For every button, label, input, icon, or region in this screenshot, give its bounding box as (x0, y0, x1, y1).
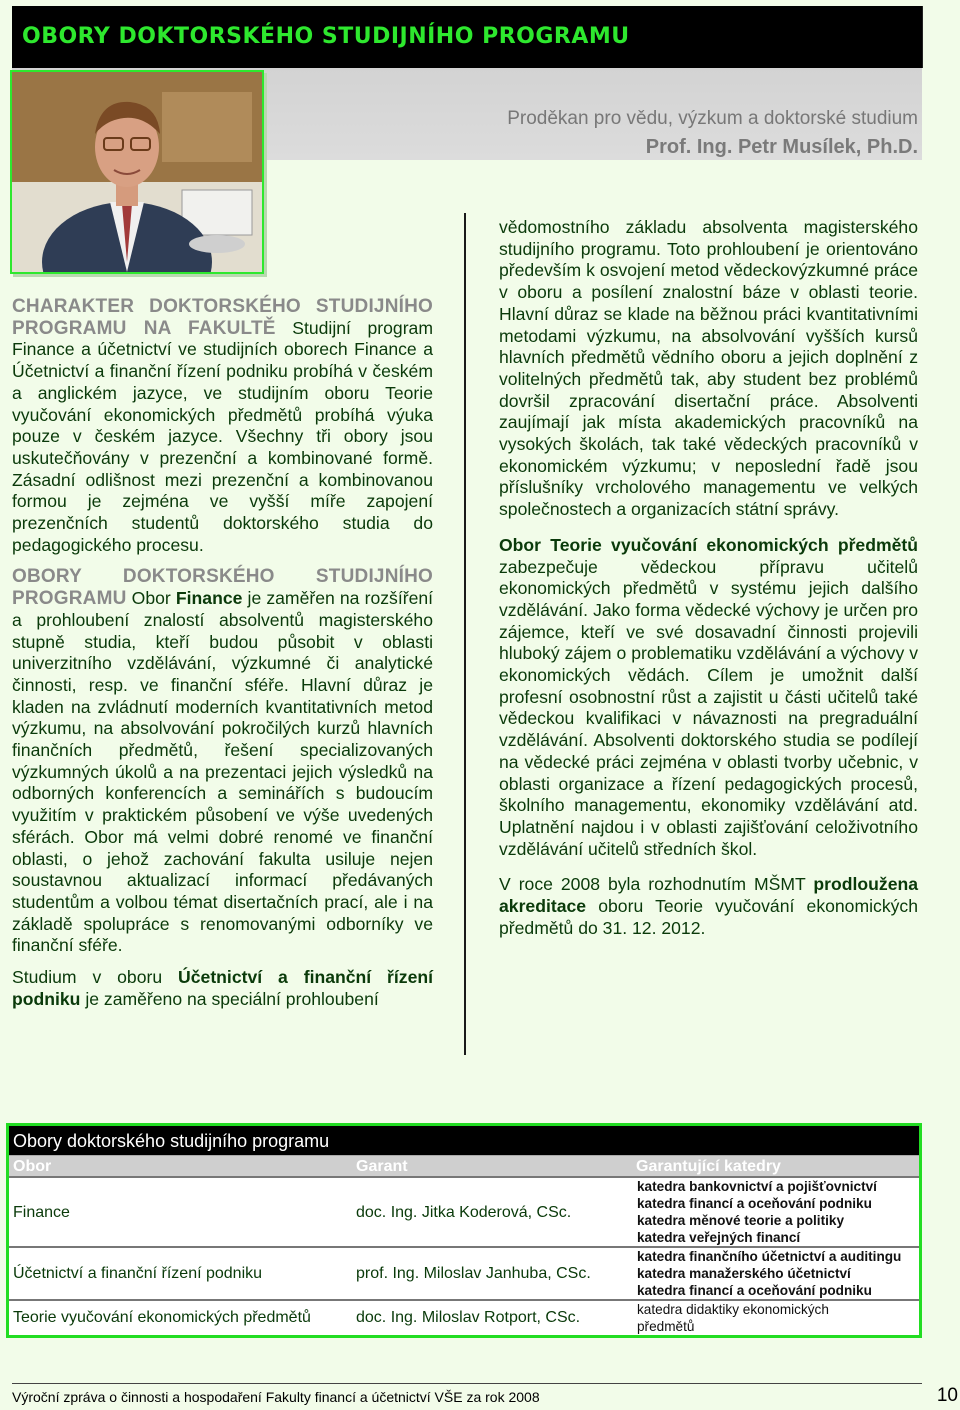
finance-highlight: Finance (175, 588, 243, 609)
katedra-item: katedra bankovnictví a pojišťovnictví (637, 1179, 877, 1194)
header-obor: Obor (13, 1158, 52, 1175)
column-divider (464, 213, 466, 1055)
header-banner (12, 6, 923, 68)
section-obory (12, 566, 433, 957)
right-paragraph-1: vědomostního základu absolventa magisterského studijního programu. Toto prohloubení je orientováno především k osvojení metod vědeckovýzkumné práce v oboru a posílení znalostní báze v oblasti teorie. Hlavní důraz se klade na běžnou práci kvantitativními metodami výzkumu, na absolvování vyšších kursů hlavních předmětů vědního oboru a jejich doplnění z volitelných předmětů tak, aby student bez problémů dovršil zpracování disertační práce. Absolventi zaujímají jak místa akademických pracovníků na vysokých školách, tak také vědeckých pracovníků v ekonomickém výzkumu; v neposlední řadě jsou příslušníky vrcholového managementu ve velkých společnostech a organizacích státní správy. (499, 217, 918, 520)
katedra-item: katedra měnové teorie a politiky (637, 1213, 845, 1228)
heading-character: CHARAKTER DOKTORSKÉHO STUDIJNÍHO PROGRAMU NA FAKULTĚ (12, 296, 433, 339)
page-title: OBORY DOKTORSKÉHO STUDIJNÍHO PROGRAMU (22, 24, 630, 49)
katedra-item: katedra financí a oceňování podniku (637, 1283, 872, 1298)
page-number: 10 (936, 1385, 958, 1406)
katedra-item: katedra manažerského účetnictví (637, 1266, 851, 1281)
table-row (9, 1246, 919, 1299)
section-ucetnictvi (12, 967, 433, 1010)
teorie-paragraph: zabezpečuje vědeckou přípravu učitelů ekonomických předmětů v systému jejich dalšího vzdělávání. Jako forma vědecké výchovy je určen pro zájemce, kteří ve své dosavadní činnosti projevili hluboký zájem o problematiku vzdělávání a výchovy v ekonomických vědách. Cílem je umožnit další profesní osobnostní růst a zajistit u části učitelů také vědeckou kvalifikaci v návaznosti na pregraduální vzdělávání. Absolventi doktorského studia se podílejí na vědecké práci zejména v oblasti tvorby učebnic, v oblasti organizace a řízení pedagogických procesů, školního managementu, ekonomiky vzdělávání atd. Uplatnění najdou i v oblasti zajišťování celoživotního vzdělávání učitelů středních škol. (499, 556, 918, 859)
dean-photo (10, 70, 264, 274)
ucetnictvi-paragraph: je zaměřeno na speciální prohloubení (85, 988, 379, 1009)
teorie-highlight: Obor Teorie vyučování ekonomických předmětů (499, 534, 918, 555)
section-akreditace (499, 874, 918, 939)
row-garant: prof. Ing. Miloslav Janhuba, CSc. (356, 1265, 591, 1282)
table-title: Obory doktorského studijního programu (9, 1126, 919, 1155)
right-column (499, 217, 918, 950)
table-row (9, 1176, 919, 1246)
row-katedry (637, 1248, 901, 1299)
row-garant: doc. Ing. Miloslav Rotport, CSc. (356, 1309, 581, 1326)
katedra-item: předmětů (637, 1319, 695, 1334)
akreditace-highlight: prodloužena akreditace (499, 874, 919, 917)
table-row (9, 1299, 919, 1334)
row-katedry (637, 1301, 829, 1335)
header-katedry: Garantující katedry (636, 1158, 781, 1175)
programs-table (6, 1123, 922, 1338)
ucetnictvi-intro: Studium v oboru (12, 967, 163, 988)
footer-text: Výroční zpráva o činnosti a hospodaření Fakulty financí a účetnictví VŠE za rok 2008 (12, 1389, 540, 1405)
katedra-item: katedra financí a oceňování podniku (637, 1196, 872, 1211)
dean-role: Proděkan pro vědu, výzkum a doktorské studium (507, 108, 918, 129)
katedra-item: katedra finančního účetnictví a auditingu (637, 1249, 902, 1264)
akreditace-paragraph: oboru Teorie vyučování ekonomických předmětů do 31. 12. 2012. (499, 896, 919, 938)
table-header (9, 1155, 919, 1176)
finance-intro: Obor (131, 588, 171, 609)
row-obor: Finance (13, 1204, 70, 1221)
row-garant: doc. Ing. Jitka Koderová, CSc. (356, 1204, 572, 1221)
dean-name: Prof. Ing. Petr Musílek, Ph.D. (645, 136, 918, 158)
left-column (12, 296, 433, 1021)
header-garant: Garant (356, 1158, 408, 1175)
katedra-item: katedra veřejných financí (637, 1230, 801, 1245)
finance-paragraph: je zaměřen na rozšíření a prohloubení znalostí absolventů magisterského stupně studia, kteří budou působit v oblasti univerzitního vzdělávání, výzkumné či analytické činnosti, resp. ve finanční sféře. Hlavní důraz je kladen na zvládnutí moderních kvantitativních metod výzkumu, na absolvování pokročilých kurzů hlavních finančních předmětů, řešení specializovaných výzkumných úkolů a na prezentaci jejich výsledků na odborných konferencích a seminářích s budoucím využitím v praktickém působení ve výše uvedených sférách. Obor má velmi dobré renomé ve finanční oblasti, o jehož zachování fakulta usiluje nejen soustavnou aktualizací informací předávaných studentům a volbou témat disertačních prací, ale i na základě spolupráce s renomovanými odborníky ve finanční sféře. (12, 588, 434, 956)
heading-obory: OBORY DOKTORSKÉHO STUDIJNÍHO PROGRAMU (12, 566, 433, 610)
row-obor: Účetnictví a finanční řízení podniku (13, 1265, 263, 1282)
section-teorie (499, 535, 918, 861)
portrait-illustration (12, 72, 262, 272)
akreditace-intro: V roce 2008 byla rozhodnutím MŠMT (499, 874, 806, 895)
row-obor: Teorie vyučování ekonomických předmětů (13, 1309, 311, 1326)
katedra-item: katedra didaktiky ekonomických (637, 1302, 829, 1317)
row-katedry (637, 1178, 877, 1246)
footer-divider (12, 1383, 922, 1384)
ucetnictvi-highlight: Účetnictví a finanční řízení podniku (12, 967, 434, 1009)
paragraph-character: Studijní program Finance a účetnictví ve studijních oborech Finance a Účetnictví a finanční řízení podniku probíhá v českém a anglickém jazyce, ve studijním oboru Teorie vyučování ekonomických předmětů probíhá výuka pouze v českém jazyce. Všechny tři obory jsou uskutečňovány v prezenční a kombinované formě. Zásadní odlišnost mezi prezenční a kombinovanou formou je zejména ve vyšší míře zapojení prezenčních studentů doktorského studia do pedagogického procesu. (12, 317, 433, 555)
section-character (12, 296, 433, 556)
